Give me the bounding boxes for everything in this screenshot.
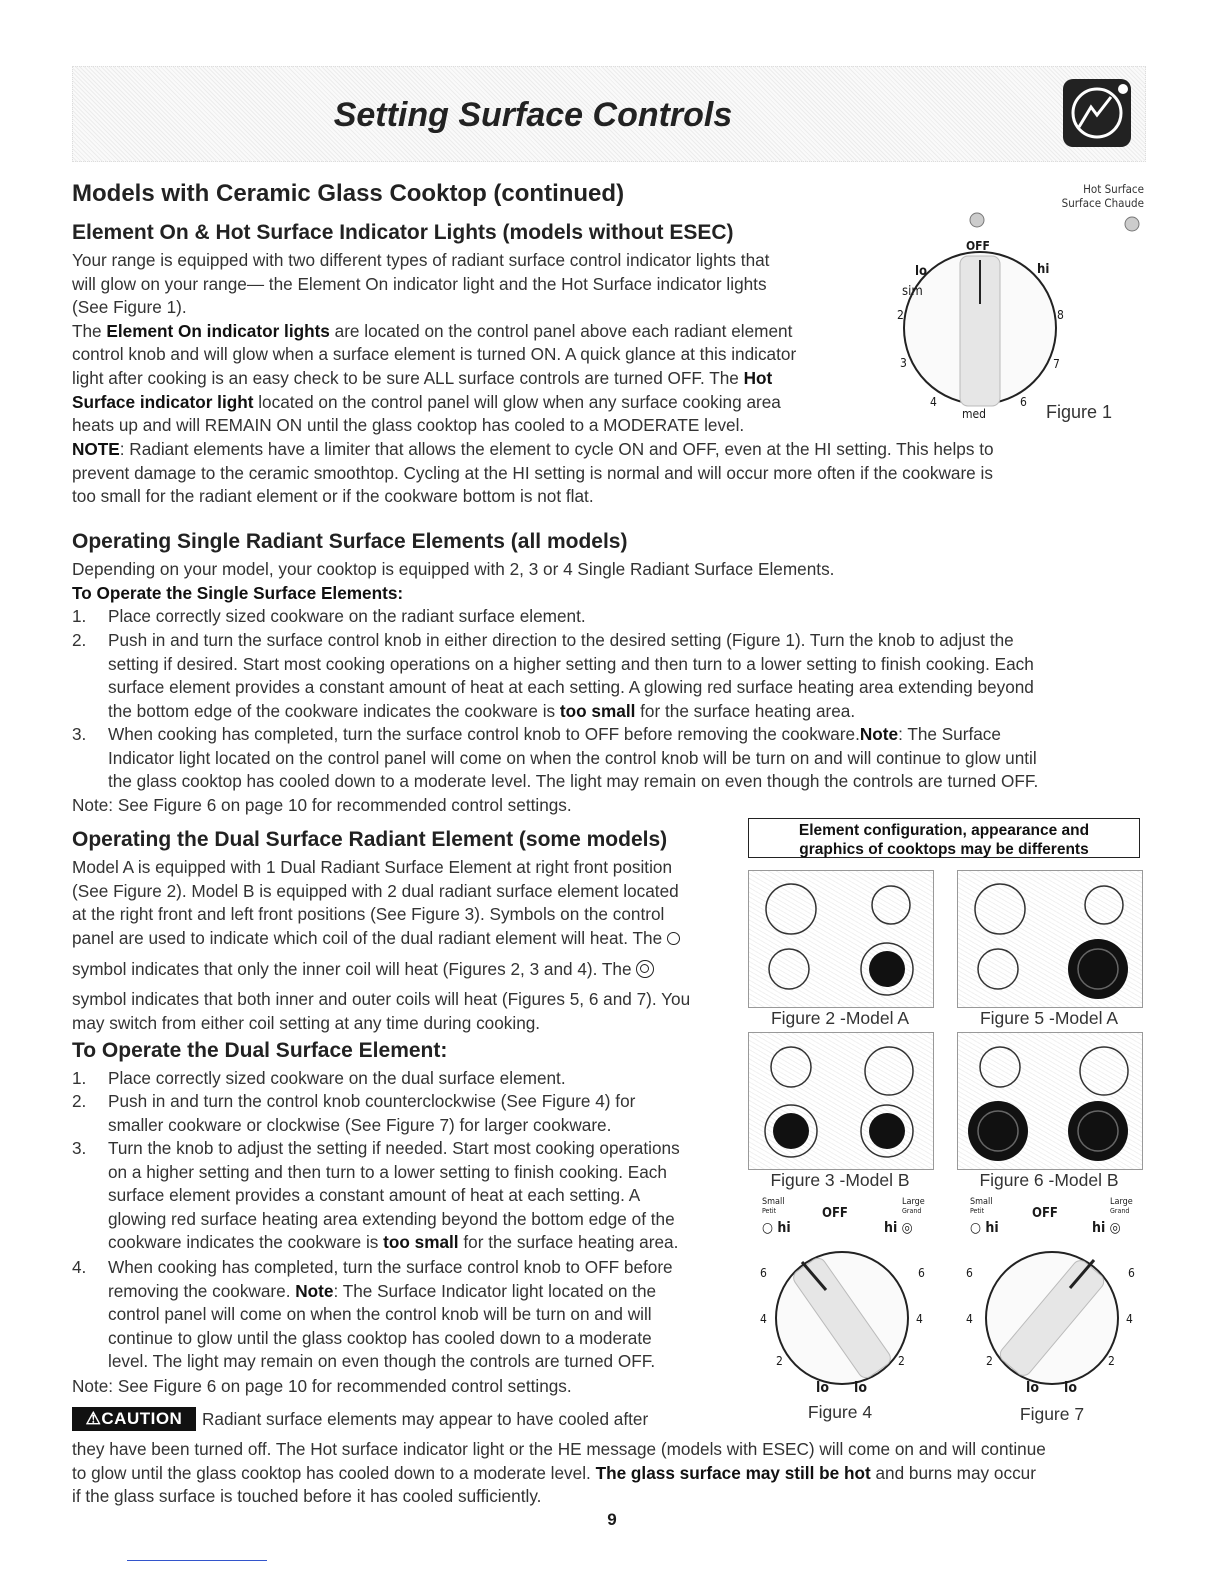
figure7-caption: Figure 7: [1019, 1404, 1085, 1424]
figure2-caption: Figure 2 -Model A: [770, 1008, 910, 1028]
page-title: Setting Surface Controls: [333, 96, 733, 134]
warning-triangle-icon: ⚠: [85, 1409, 102, 1428]
caution-badge: ⚠CAUTION: [72, 1407, 196, 1431]
radiant-note: NOTE: Radiant elements have a limiter that allows the element to cycle ON and OFF, even at the HI setting. This helps to prevent damage to the ceramic smoothtop. Cycling at the HI setting is normal and will occur more often if the cookware is too small for the radiant element or if the cookware bottom is not flat.: [72, 439, 994, 507]
single-step-2: 2. Push in and turn the surface control knob in either direction to the desired setting (Figure 1). Turn the knob to adjust the setting if desired. Start most cooking operations on a higher setting and then turn to a lower setting to finish cooking. Each surface element provides a constant amount of heat at each setting. A glowing red surface heating area extending beyond the bottom edge of the cookware indicates the cookware is too small for the surface heating area.: [72, 630, 1034, 721]
figure7-knob: Small Petit OFF Large Grand ○ hi hi ◎ 6 6 4 4 2 2 lo lo: [966, 1197, 1135, 1396]
single-note: Note: See Figure 6 on page 10 for recommended control settings.: [72, 795, 572, 815]
dual-step-2: 2. Push in and turn the control knob counterclockwise (See Figure 4) for smaller cookware or clockwise (See Figure 7) for larger cookware.: [72, 1091, 636, 1135]
figure1-caption: Figure 1: [1046, 402, 1113, 422]
header-banner: [72, 66, 1146, 162]
fig1-8: 8: [1057, 308, 1064, 322]
figure3-cooktop: [748, 1032, 934, 1170]
fig1-3: 3: [900, 356, 907, 370]
single-step-3: 3. When cooking has completed, turn the surface control knob to OFF before removing the cookware.Note: The Surface Indicator light located on the control panel will come on when the control knob will be turn on and will continue to glow until the glass cooktop has cooled down to a moderate level. The light may remain on even though the controls are turned OFF.: [72, 724, 1039, 792]
inner-coil-icon: [667, 932, 680, 945]
hand-pointing-knob-icon: [1061, 77, 1133, 149]
dual-subheading: To Operate the Dual Surface Element:: [72, 1039, 448, 1062]
fig1-4: 4: [930, 395, 937, 409]
page-number: 9: [607, 1510, 617, 1529]
fig1-med: med: [962, 407, 987, 421]
fig1-2: 2: [897, 308, 904, 322]
caution-first-line: Radiant surface elements may appear to have cooled after: [202, 1409, 649, 1429]
footer-rule: [127, 1560, 267, 1561]
dual-note: Note: See Figure 6 on page 10 for recommended control settings.: [72, 1376, 572, 1396]
figure2-cooktop: [748, 870, 934, 1008]
config-notice-box: Element configuration, appearance and graphics of cooktops may be differents: [748, 818, 1140, 858]
figure4-caption: Figure 4: [807, 1402, 873, 1422]
fig1-lo: lo: [915, 264, 928, 279]
hot-surface-label: Hot Surface Surface Chaude: [1061, 182, 1144, 210]
fig1-sim: sim: [902, 284, 923, 299]
figure6-cooktop: [957, 1032, 1143, 1170]
hot-surface-indicator-icon: [1125, 217, 1139, 231]
section-heading-ceramic: Models with Ceramic Glass Cooktop (continued): [72, 180, 625, 207]
dual-coil-icon: [636, 960, 654, 978]
dual-paragraph: Model A is equipped with 1 Dual Radiant Surface Element at right front position (See Figure 2). Model B is equipped with 2 dual radiant surface element located at the right front and left front positions (See Figure 3). Symbols on the control panel are used to indicate which coil of the dual radiant element will heat. The symbol indicates that only the inner coil will heat (Figures 2, 3 and 4). The symbol indicates that both inner and outer coils will heat (Figures 5, 6 and 7). You may switch from either coil setting at any time during cooking.: [72, 857, 691, 1033]
dual-step-3: 3. Turn the knob to adjust the setting if needed. Start most cooking operations on a higher setting and then turn to a lower setting to finish cooking. Each surface element provides a constant amount of heat at each setting. A glowing red surface heating area extending beyond the bottom edge of the cookware indicates the cookware is too small for the surface heating area.: [72, 1138, 680, 1253]
fig1-6: 6: [1020, 395, 1027, 409]
fig1-7: 7: [1053, 357, 1060, 371]
subheading-indicator-lights: Element On & Hot Surface Indicator Lights (models without ESEC): [72, 221, 734, 244]
dual-step-1: 1. Place correctly sized cookware on the dual surface element.: [72, 1068, 566, 1088]
indicator-lights-paragraph: Your range is equipped with two different types of radiant surface control indicator lights that will glow on your range— the Element On indicator light and the Hot Surface indicator lights (See Figure 1). The Element On indicator lights are located on the control panel above each radiant element control knob and will glow when a surface element is turned ON. A quick glance at this indicator light after cooking is an easy check to be sure ALL surface controls are turned OFF. The Hot Surface indicator light located on the control panel will glow when any surface cooking area heats up and will REMAIN ON until the glass cooktop has cooled to a MODERATE level.: [72, 250, 797, 436]
figure6-caption: Figure 6 -Model B: [979, 1170, 1119, 1190]
single-step-1: 1. Place correctly sized cookware on the radiant surface element.: [72, 606, 586, 626]
dual-step-4: 4. When cooking has completed, turn the surface control knob to OFF before removing the cookware. Note: The Surface Indicator light located on the control panel will come on when the control knob will be turn on and will continue to glow until the glass cooktop has cooled down to a moderate level. The light may remain on even though the controls are turned OFF.: [72, 1257, 673, 1372]
caution-text: they have been turned off. The Hot surface indicator light or the HE message (models with ESEC) will come on and will continue to glow until the glass cooktop has cooled down to a moderate level. The glass surface may still be hot and burns may occur if the glass surface is touched before it has cooled sufficiently.: [72, 1439, 1046, 1507]
figure4-knob: Small Petit OFF Large Grand ○ hi hi ◎ 6 6 4 4 2 2 lo lo: [760, 1197, 925, 1396]
figure5-cooktop: [957, 870, 1143, 1008]
fig1-off: OFF: [966, 239, 990, 253]
section-heading-dual: Operating the Dual Surface Radiant Element (some models): [72, 828, 668, 851]
single-intro: Depending on your model, your cooktop is equipped with 2, 3 or 4 Single Radiant Surface Elements.: [72, 559, 835, 579]
fig1-hi: hi: [1037, 262, 1050, 277]
figure5-caption: Figure 5 -Model A: [979, 1008, 1119, 1028]
figure3-caption: Figure 3 -Model B: [770, 1170, 910, 1190]
single-subheading: To Operate the Single Surface Elements:: [72, 583, 404, 603]
element-on-indicator-icon: [970, 213, 984, 227]
section-heading-single: Operating Single Radiant Surface Elements (all models): [72, 530, 628, 553]
